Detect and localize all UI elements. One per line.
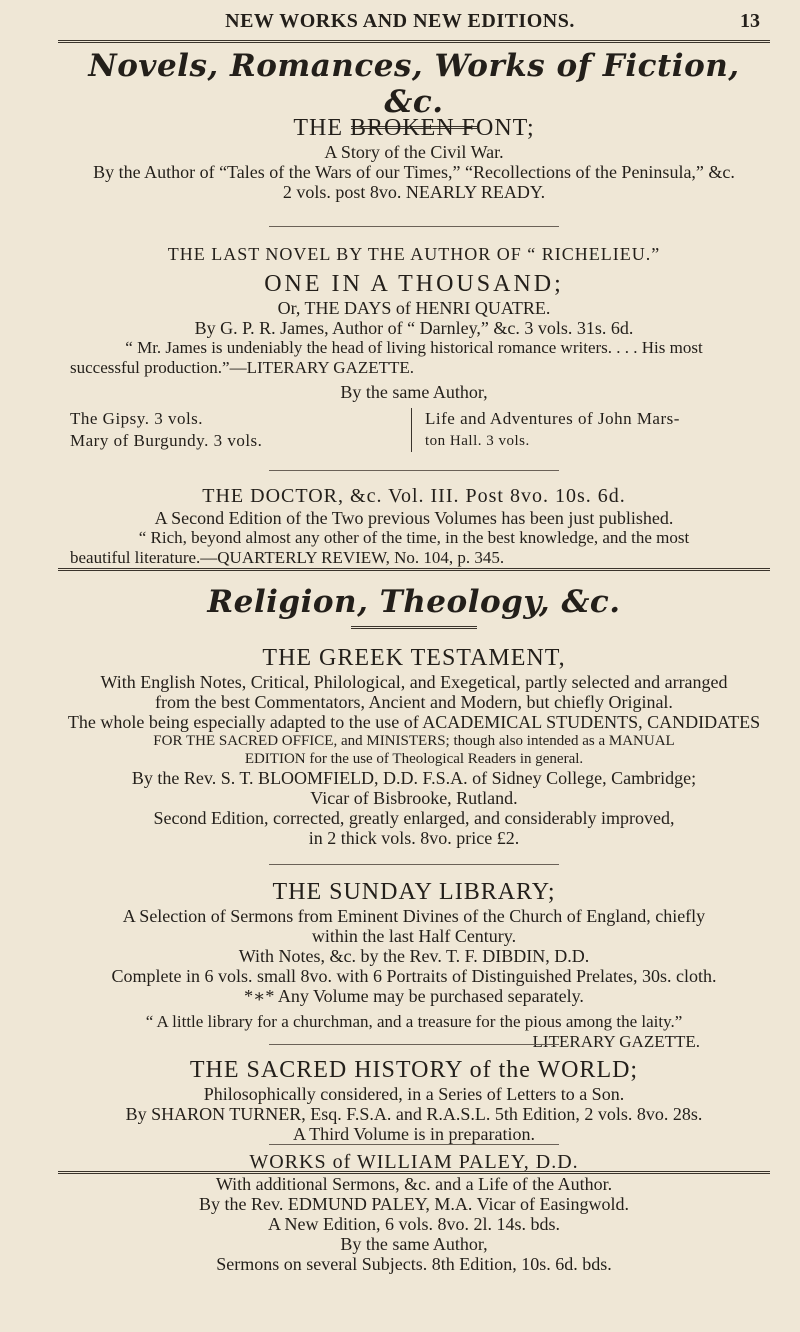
column-divider [411,408,412,452]
book-mary-of-burgundy: Mary of Burgundy. 3 vols. [70,431,263,450]
paley-sermons: Sermons on several Subjects. 8th Edition, 10s. 6d. bds. [216,1254,612,1274]
greek-testament-edition: Second Edition, corrected, greatly enlarged, and considerably improved, [153,808,675,828]
one-in-a-thousand-review-1: “ Mr. James is undeniably the head of living historical romance writers. . . . His most [125,338,703,357]
sunday-library-line-1: A Selection of Sermons from Eminent Divines of the Church of England, chiefly [122,906,706,926]
paley-editor: By the Rev. EDMUND PALEY, M.A. Vicar of Easingwold. [199,1194,629,1214]
one-in-a-thousand-title: ONE IN A THOUSAND; [264,271,564,297]
greek-testament-line-3: The whole being especially adapted to the use of ACADEMICAL STUDENTS, CANDIDATES [67,712,761,732]
paley-title: WORKS of WILLIAM PALEY, D.D. [249,1151,579,1173]
running-title: NEW WORKS AND NEW EDITIONS. [225,10,575,32]
sunday-library-listing [58,878,770,1052]
broken-font-listing [58,114,770,202]
doctor-listing [58,484,770,568]
broken-font-title: THE BROKEN FONT; [293,115,535,141]
religion-section-heading: Religion, Theology, &c. [207,584,621,620]
paley-edition: A New Edition, 6 vols. 8vo. 2l. 14s. bds. [267,1214,560,1234]
rule-2 [58,470,770,471]
running-head [0,4,800,40]
richelieu-title: THE LAST NOVEL BY THE AUTHOR OF “ RICHELIEU.” [167,244,661,264]
rule-1 [58,226,770,227]
greek-testament-vicar: Vicar of Bisbrooke, Rutland. [310,788,518,808]
sunday-library-editor: With Notes, &c. by the Rev. T. F. DIBDIN, D.D. [238,946,590,966]
greek-testament-listing [58,644,770,848]
book-john-marston-hall-2: ton Hall. 3 vols. [425,433,530,449]
book-the-gipsy: The Gipsy. 3 vols. [70,409,204,428]
sunday-library-review-2: LITERARY GAZETTE. [532,1032,700,1051]
fiction-section-heading: Novels, Romances, Works of Fiction, &c. [88,48,740,120]
greek-testament-line-1: With English Notes, Critical, Philological, and Exegetical, partly selected and arranged [100,672,728,692]
section-divider [58,568,770,571]
book-john-marston-hall-1: Life and Adventures of John Mars- [425,409,680,428]
rule-4 [58,1044,770,1045]
broken-font-subtitle: A Story of the Civil War. [324,142,504,162]
sacred-history-listing [58,1056,770,1144]
sacred-history-line-1: Philosophically considered, in a Series of Letters to a Son. [203,1084,625,1104]
doctor-title: THE DOCTOR, &c. Vol. III. Post 8vo. 10s. 6d. [202,485,626,507]
one-in-a-thousand-review-2: successful production.”—LITERARY GAZETTE. [70,358,415,377]
sacred-history-note: A Third Volume is in preparation. [293,1124,535,1144]
paley-same-author: By the same Author, [340,1234,488,1254]
page-number: 13 [740,10,760,32]
same-author-label: By the same Author, [340,382,488,402]
greek-testament-author: By the Rev. S. T. BLOOMFIELD, D.D. F.S.A. of Sidney College, Cambridge; [131,768,697,788]
religion-section-heading-block [58,584,770,629]
same-author-left-column [70,408,400,452]
one-in-a-thousand-author: By G. P. R. James, Author of “ Darnley,” &c. 3 vols. 31s. 6d. [194,318,634,338]
greek-testament-line-5: EDITION for the use of Theological Readers in general. [244,751,584,767]
doctor-review-1: “ Rich, beyond almost any other of the time, in the best knowledge, and the most [138,528,690,547]
one-in-a-thousand-subtitle: Or, THE DAYS of HENRI QUATRE. [277,298,551,318]
sacred-history-author: By SHARON TURNER, Esq. F.S.A. and R.A.S.L. 5th Edition, 2 vols. 8vo. 28s. [125,1104,703,1124]
sunday-library-line-2: within the last Half Century. [311,926,517,946]
sunday-library-title: THE SUNDAY LIBRARY; [272,879,556,905]
broken-font-author: By the Author of “Tales of the Wars of our Times,” “Recollections of the Peninsula,” &c. [93,162,735,182]
greek-testament-line-4: FOR THE SACRED OFFICE, and MINISTERS; though also intended as a MANUAL [153,733,675,749]
greek-testament-line-2: from the best Commentators, Ancient and Modern, but chiefly Original. [155,692,673,712]
greek-testament-title: THE GREEK TESTAMENT, [262,645,566,671]
rule-5 [58,1144,770,1145]
religion-heading-rule [351,626,477,629]
greek-testament-price: in 2 thick vols. 8vo. price £2. [308,828,520,848]
paley-listing [58,1150,770,1274]
doctor-review-2: beautiful literature.—QUARTERLY REVIEW, No. 104, p. 345. [70,548,505,567]
sunday-library-edition: Complete in 6 vols. small 8vo. with 6 Portraits of Distinguished Prelates, 30s. cloth. [111,966,717,986]
rule-3 [58,864,770,865]
same-author-right-column [425,408,765,452]
sunday-library-note: *∗* Any Volume may be purchased separately. [244,986,584,1006]
sacred-history-title: THE SACRED HISTORY of the WORLD; [189,1057,639,1083]
doctor-subtitle: A Second Edition of the Two previous Volumes has been just published. [154,508,674,528]
paley-line-1: With additional Sermons, &c. and a Life of the Author. [215,1174,613,1194]
broken-font-edition: 2 vols. post 8vo. NEARLY READY. [282,182,546,202]
sunday-library-review-1: “ A little library for a churchman, and a treasure for the pious among the laity.” [145,1012,683,1031]
same-author-columns [58,408,770,452]
richelieu-listing [58,244,770,402]
